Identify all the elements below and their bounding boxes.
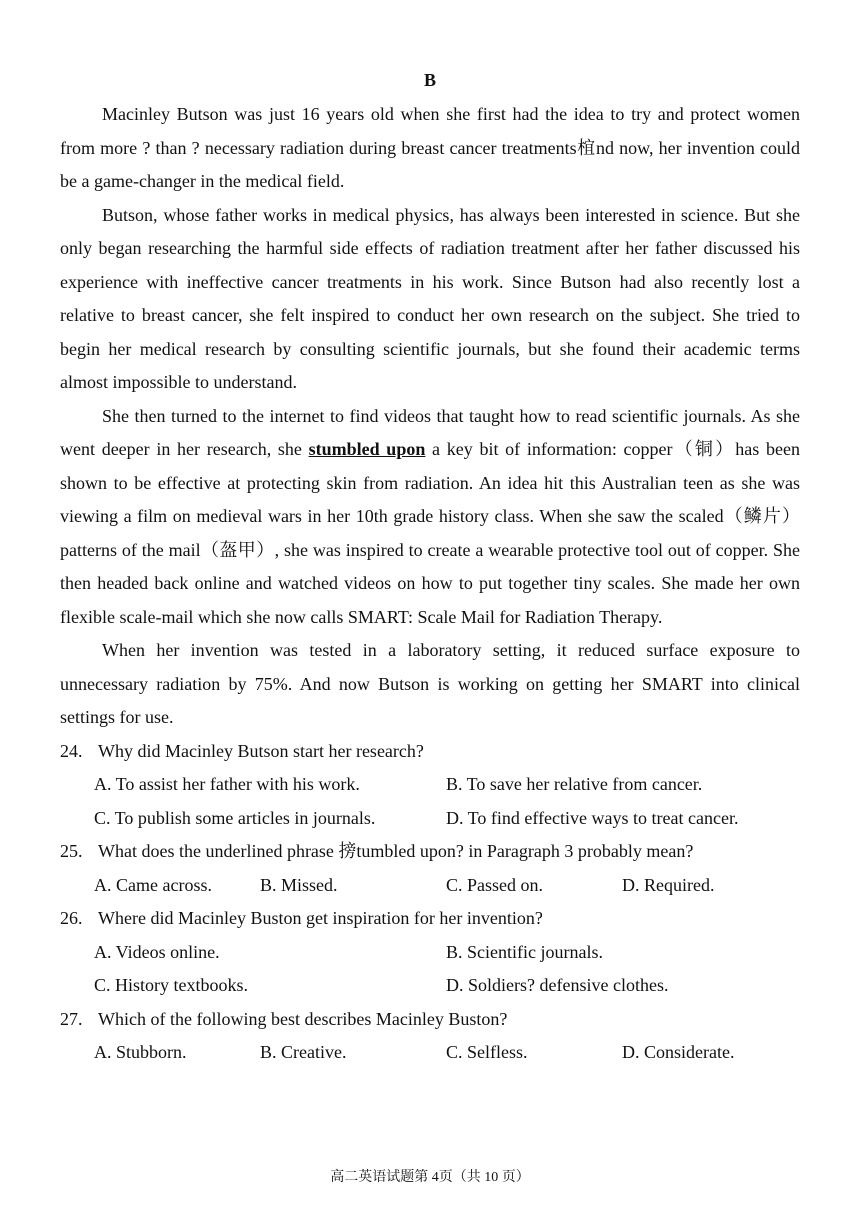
paragraph-3-start: She then turned to the internet to find videos that taught how to read scientific journals. As she went deeper in her research, she [60,405,800,459]
option-a[interactable]: A. Came across. [94,874,212,895]
question-number: 27. [60,1008,83,1029]
question-number: 25. [60,841,83,861]
question-text: Which of the following best describes Macinley Buston? [98,1008,508,1029]
question-25 [60,835,800,869]
question-27-options [94,1036,800,1070]
option-a[interactable]: A. To assist her father with his work. [94,774,360,794]
option-c[interactable]: C. To publish some articles in journals. [94,807,376,828]
option-b[interactable]: B. Scientific journals. [446,941,603,962]
paragraph-2: Butson, whose father works in medical physics, has always been interested in science. But she only began researching the harmful side effects of radiation treatment after her father discussed his experience with ineffective cancer treatments in his work. Since Butson had also recently lost a relative to breast cancer, she felt inspired to conduct her own research on the subject. She tried to begin her medical research by consulting scientific journals, but she found their academic terms almost impossible to understand. [60,204,800,392]
question-26-options [94,936,800,1003]
paragraph-1: Macinley Butson was just 16 years old when she first had the idea to try and protect women from more ? than ? necessary radiation during breast cancer treatments椬nd now, her invention could be a game-changer in the medical field. [60,104,800,191]
option-d[interactable]: D. Required. [622,874,715,895]
question-text: Where did Macinley Buston get inspiration for her invention? [98,908,543,928]
question-24 [60,735,800,769]
question-24-options [94,768,800,835]
option-d[interactable]: D. Soldiers? defensive clothes. [446,975,669,995]
option-d[interactable]: D. Considerate. [622,1042,735,1062]
paragraph-3-rest: a key bit of information: copper（铜）has been shown to be effective at protecting skin from radiation. An idea hit this Australian teen as she was viewing a film on medieval wars in her 10th grade history class. When she saw the scaled（鳞片）patterns of the mail（盔甲）, she was inspired to create a wearable protective tool out of copper. She then headed back online and watched videos on how to put together tiny scales. She made her own flexible scale-mail which she now calls SMART: Scale Mail for Radiation Therapy. [60,439,800,627]
option-c[interactable]: C. History textbooks. [94,975,249,995]
option-a[interactable]: A. Videos online. [94,941,220,962]
section-heading: B [423,70,436,90]
question-25-options [94,869,800,903]
option-a[interactable]: A. Stubborn. [94,1042,187,1062]
question-number: 26. [60,908,83,928]
question-text: What does the underlined phrase 搒tumbled upon? in Paragraph 3 probably mean? [98,841,694,861]
question-26 [60,902,800,936]
option-b[interactable]: B. Creative. [260,1042,347,1062]
option-c[interactable]: C. Passed on. [446,874,544,895]
option-d[interactable]: D. To find effective ways to treat cancer. [446,807,739,828]
question-number: 24. [60,740,83,761]
page-footer: 高二英语试题第 4页（共 10 页） [330,1170,530,1185]
paragraph-4: When her invention was tested in a laboratory setting, it reduced surface exposure to unnecessary radiation by 75%. And now Butson is working on getting her SMART into clinical settings for use. [60,640,800,727]
underlined-phrase: stumbled upon [308,439,426,459]
option-c[interactable]: C. Selfless. [446,1042,528,1062]
question-27 [60,1003,800,1037]
question-text: Why did Macinley Butson start her research? [98,740,424,761]
option-b[interactable]: B. Missed. [260,874,338,895]
document-page [60,66,800,1070]
paragraph-3 [60,400,800,635]
option-b[interactable]: B. To save her relative from cancer. [446,774,703,794]
